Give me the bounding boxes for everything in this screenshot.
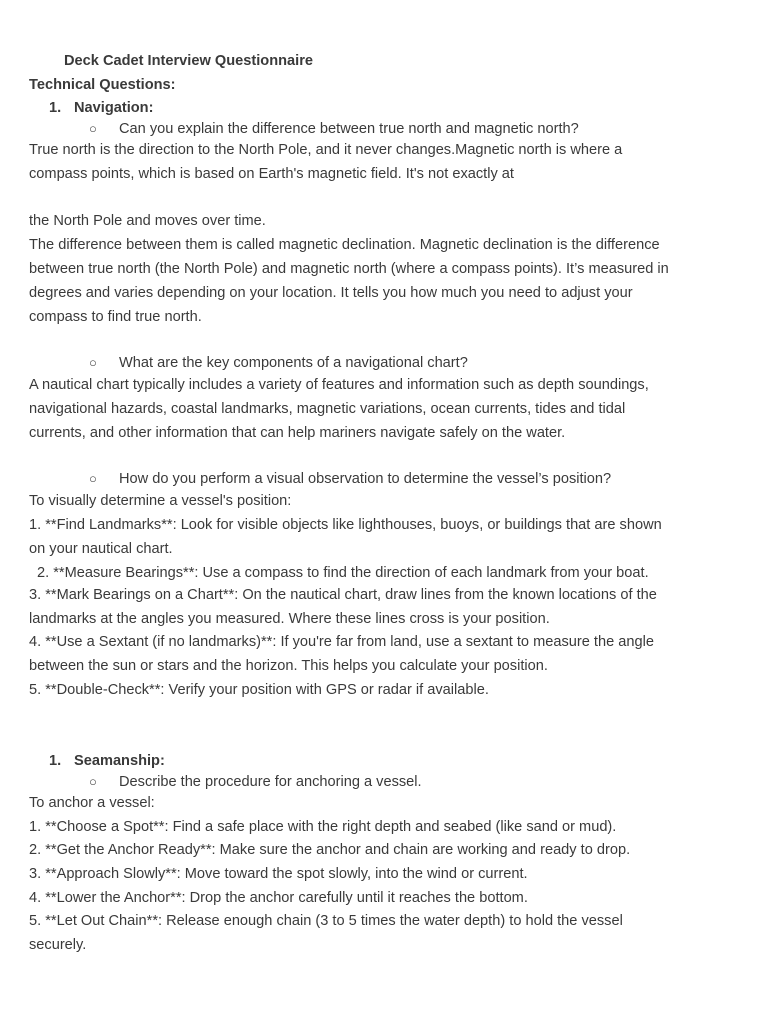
answer-line: To anchor a vessel: [29, 795, 155, 811]
bullet-icon: ○ [89, 471, 97, 486]
answer-line: 5. **Double-Check**: Verify your position with GPS or radar if available. [29, 682, 489, 698]
section-heading: Technical Questions: [29, 77, 176, 93]
answer-line: 4. **Use a Sextant (if no landmarks)**: If you're far from land, use a sextant to measure the angle [29, 634, 654, 650]
question-item [89, 353, 468, 373]
answer-line: 4. **Lower the Anchor**: Drop the anchor carefully until it reaches the bottom. [29, 890, 528, 906]
document-title: Deck Cadet Interview Questionnaire [64, 53, 313, 69]
answer-line: 3. **Mark Bearings on a Chart**: On the nautical chart, draw lines from the known locations of the [29, 587, 657, 603]
navigation-heading [49, 98, 153, 118]
answer-line: True north is the direction to the North Pole, and it never changes.Magnetic north is where a [29, 142, 623, 158]
answer-line: between the sun or stars and the horizon. This helps you calculate your position. [29, 658, 548, 674]
question-text: What are the key components of a navigational chart? [119, 355, 468, 371]
question-text: How do you perform a visual observation to determine the vessel’s position? [119, 471, 612, 487]
question-text: Can you explain the difference between true north and magnetic north? [119, 121, 579, 137]
answer-line: The difference between them is called magnetic declination. Magnetic declination is the difference [29, 237, 660, 253]
seamanship-heading [49, 751, 165, 771]
answer-line: compass points, which is based on Earth's magnetic field. It's not exactly at [29, 166, 514, 182]
answer-line: 1. **Choose a Spot**: Find a safe place with the right depth and seabed (like sand or mud). [29, 819, 617, 835]
answer-line: compass to find true north. [29, 309, 202, 325]
bullet-icon: ○ [89, 121, 97, 136]
answer-line: To visually determine a vessel's position: [29, 493, 292, 509]
answer-line: securely. [29, 937, 87, 953]
answer-line: between true north (the North Pole) and magnetic north (where a compass points). It’s measured in [29, 261, 669, 277]
list-number: 1. [49, 753, 62, 769]
list-number: 1. [49, 100, 62, 116]
answer-line: 2. **Measure Bearings**: Use a compass to find the direction of each landmark from your boat. [37, 565, 649, 581]
answer-line: 1. **Find Landmarks**: Look for visible objects like lighthouses, buoys, or buildings that are shown [29, 517, 662, 533]
answer-line: navigational hazards, coastal landmarks, magnetic variations, ocean currents, tides and tidal [29, 401, 626, 417]
heading-label: Navigation: [74, 100, 154, 116]
answer-line: degrees and varies depending on your location. It tells you how much you need to adjust your [29, 285, 633, 301]
bullet-icon: ○ [89, 774, 97, 789]
question-item [89, 119, 579, 139]
answer-line: 3. **Approach Slowly**: Move toward the spot slowly, into the wind or current. [29, 866, 528, 882]
answer-line: currents, and other information that can help mariners navigate safely on the water. [29, 425, 566, 441]
answer-line: landmarks at the angles you measured. Where these lines cross is your position. [29, 611, 550, 627]
answer-line: 5. **Let Out Chain**: Release enough chain (3 to 5 times the water depth) to hold the vessel [29, 913, 623, 929]
heading-label: Seamanship: [74, 753, 165, 769]
question-item [89, 772, 422, 792]
answer-line: A nautical chart typically includes a variety of features and information such as depth soundings, [29, 377, 649, 393]
answer-line: the North Pole and moves over time. [29, 213, 266, 229]
answer-line: on your nautical chart. [29, 541, 173, 557]
answer-line: 2. **Get the Anchor Ready**: Make sure the anchor and chain are working and ready to drop. [29, 842, 631, 858]
question-text: Describe the procedure for anchoring a vessel. [119, 774, 422, 790]
question-item [89, 469, 611, 489]
bullet-icon: ○ [89, 355, 97, 370]
